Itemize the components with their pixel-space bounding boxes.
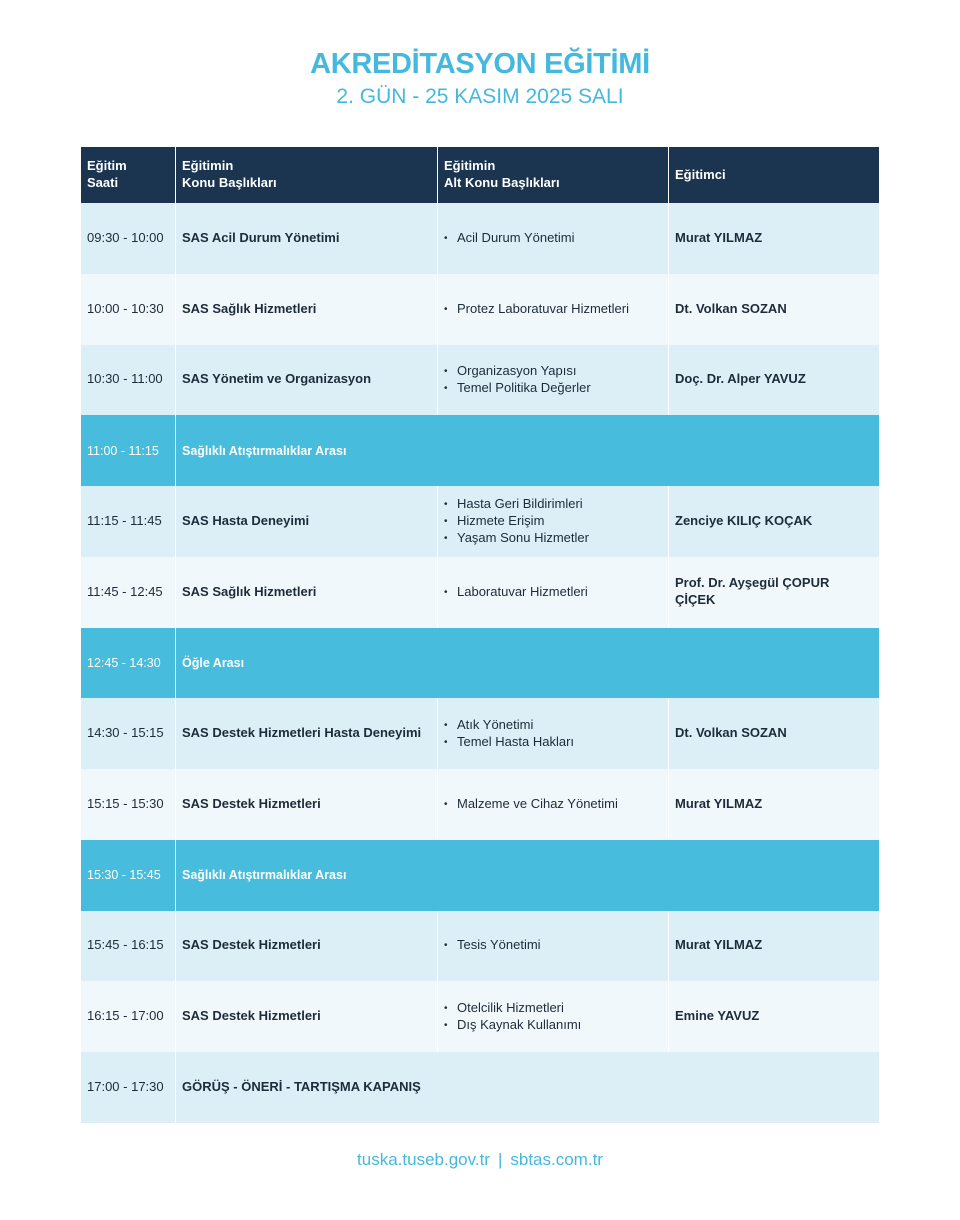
subtopic-item: • Malzeme ve Cihaz Yönetimi xyxy=(444,796,618,813)
break-label: Sağlıklı Atıştırmalıklar Arası xyxy=(176,415,879,486)
row-topic: SAS Destek Hizmetleri xyxy=(176,769,438,840)
row-trainer: Dt. Volkan SOZAN xyxy=(669,698,879,769)
table-header-row xyxy=(81,147,879,203)
row-subtopics xyxy=(438,274,669,345)
row-time: 11:15 - 11:45 xyxy=(81,486,176,557)
subtopic-item: • Otelcilik Hizmetleri xyxy=(444,1000,564,1017)
row-topic: SAS Yönetim ve Organizasyon xyxy=(176,345,438,416)
table-row xyxy=(81,769,879,840)
row-subtopics xyxy=(438,486,669,557)
subtopic-item: • Acil Durum Yönetimi xyxy=(444,230,575,247)
subtopic-item: • Temel Hasta Hakları xyxy=(444,734,574,751)
subtopic-item: • Temel Politika Değerler xyxy=(444,380,591,397)
header-trainer: Eğitimci xyxy=(669,147,879,203)
row-subtopics xyxy=(438,203,669,274)
header-topic xyxy=(176,147,438,203)
header-time xyxy=(81,147,176,203)
table-row xyxy=(81,486,879,557)
row-time: 14:30 - 15:15 xyxy=(81,698,176,769)
page-subtitle: 2. GÜN - 25 KASIM 2025 SALI xyxy=(336,85,624,108)
row-trainer: Murat YILMAZ xyxy=(669,203,879,274)
subtopic-item: • Dış Kaynak Kullanımı xyxy=(444,1017,581,1034)
table-row xyxy=(81,557,879,628)
table-body xyxy=(81,203,879,1123)
footer-separator: | xyxy=(497,1150,503,1169)
row-trainer: Murat YILMAZ xyxy=(669,911,879,982)
table-row xyxy=(81,345,879,416)
row-topic: SAS Acil Durum Yönetimi xyxy=(176,203,438,274)
break-time: 12:45 - 14:30 xyxy=(81,628,176,699)
row-trainer: Dt. Volkan SOZAN xyxy=(669,274,879,345)
header-time-line2: Saati xyxy=(87,175,119,190)
row-trainer: Murat YILMAZ xyxy=(669,769,879,840)
header-time-line1: Eğitim xyxy=(87,158,127,174)
header-topic-line2: Konu Başlıkları xyxy=(182,175,277,190)
footer-link-sbtas[interactable]: sbtas.com.tr xyxy=(510,1150,603,1169)
closing-row xyxy=(81,1052,879,1123)
header-subtopic-line1: Eğitimin xyxy=(444,158,496,174)
subtopic-item: • Laboratuvar Hizmetleri xyxy=(444,584,588,601)
row-topic: SAS Sağlık Hizmetleri xyxy=(176,557,438,628)
subtopic-item: • Tesis Yönetimi xyxy=(444,937,541,954)
row-trainer: Emine YAVUZ xyxy=(669,981,879,1052)
break-label: Sağlıklı Atıştırmalıklar Arası xyxy=(176,840,879,911)
table-row xyxy=(81,698,879,769)
subtopic-item: • Hasta Geri Bildirimleri xyxy=(444,496,583,513)
row-time: 16:15 - 17:00 xyxy=(81,981,176,1052)
break-row xyxy=(81,628,879,699)
subtopic-item: • Yaşam Sonu Hizmetler xyxy=(444,530,589,547)
footer xyxy=(0,1150,960,1170)
break-time: 15:30 - 15:45 xyxy=(81,840,176,911)
table-row xyxy=(81,981,879,1052)
subtopic-item: • Protez Laboratuvar Hizmetleri xyxy=(444,301,629,318)
row-subtopics xyxy=(438,769,669,840)
row-time: 09:30 - 10:00 xyxy=(81,203,176,274)
break-row xyxy=(81,840,879,911)
row-subtopics xyxy=(438,698,669,769)
header-subtopic-line2: Alt Konu Başlıkları xyxy=(444,175,560,190)
row-trainer: Doç. Dr. Alper YAVUZ xyxy=(669,345,879,416)
row-topic: SAS Destek Hizmetleri Hasta Deneyimi xyxy=(176,698,438,769)
row-topic: SAS Destek Hizmetleri xyxy=(176,911,438,982)
row-time: 10:00 - 10:30 xyxy=(81,274,176,345)
table-row xyxy=(81,203,879,274)
row-time: 11:45 - 12:45 xyxy=(81,557,176,628)
table-row xyxy=(81,274,879,345)
break-label: Öğle Arası xyxy=(176,628,879,699)
row-subtopics xyxy=(438,557,669,628)
row-subtopics xyxy=(438,345,669,416)
row-subtopics xyxy=(438,981,669,1052)
page-title: AKREDİTASYON EĞİTİMİ xyxy=(310,48,650,80)
subtopic-item: • Hizmete Erişim xyxy=(444,513,544,530)
row-time: 15:45 - 16:15 xyxy=(81,911,176,982)
row-topic: SAS Sağlık Hizmetleri xyxy=(176,274,438,345)
row-time: 17:00 - 17:30 xyxy=(81,1052,176,1123)
subtopic-item: • Atık Yönetimi xyxy=(444,717,533,734)
row-trainer: Zenciye KILIÇ KOÇAK xyxy=(669,486,879,557)
row-trainer: Prof. Dr. Ayşegül ÇOPUR ÇİÇEK xyxy=(669,557,879,628)
schedule-table xyxy=(81,147,879,1123)
closing-label: GÖRÜŞ - ÖNERİ - TARTIŞMA KAPANIŞ xyxy=(176,1052,879,1123)
footer-link-tuska[interactable]: tuska.tuseb.gov.tr xyxy=(357,1150,490,1169)
header-subtopic xyxy=(438,147,669,203)
row-topic: SAS Hasta Deneyimi xyxy=(176,486,438,557)
row-subtopics xyxy=(438,911,669,982)
break-row xyxy=(81,415,879,486)
subtopic-item: • Organizasyon Yapısı xyxy=(444,363,576,380)
row-time: 15:15 - 15:30 xyxy=(81,769,176,840)
table-row xyxy=(81,911,879,982)
row-topic: SAS Destek Hizmetleri xyxy=(176,981,438,1052)
header-topic-line1: Eğitimin xyxy=(182,158,234,174)
row-time: 10:30 - 11:00 xyxy=(81,345,176,416)
break-time: 11:00 - 11:15 xyxy=(81,415,176,486)
